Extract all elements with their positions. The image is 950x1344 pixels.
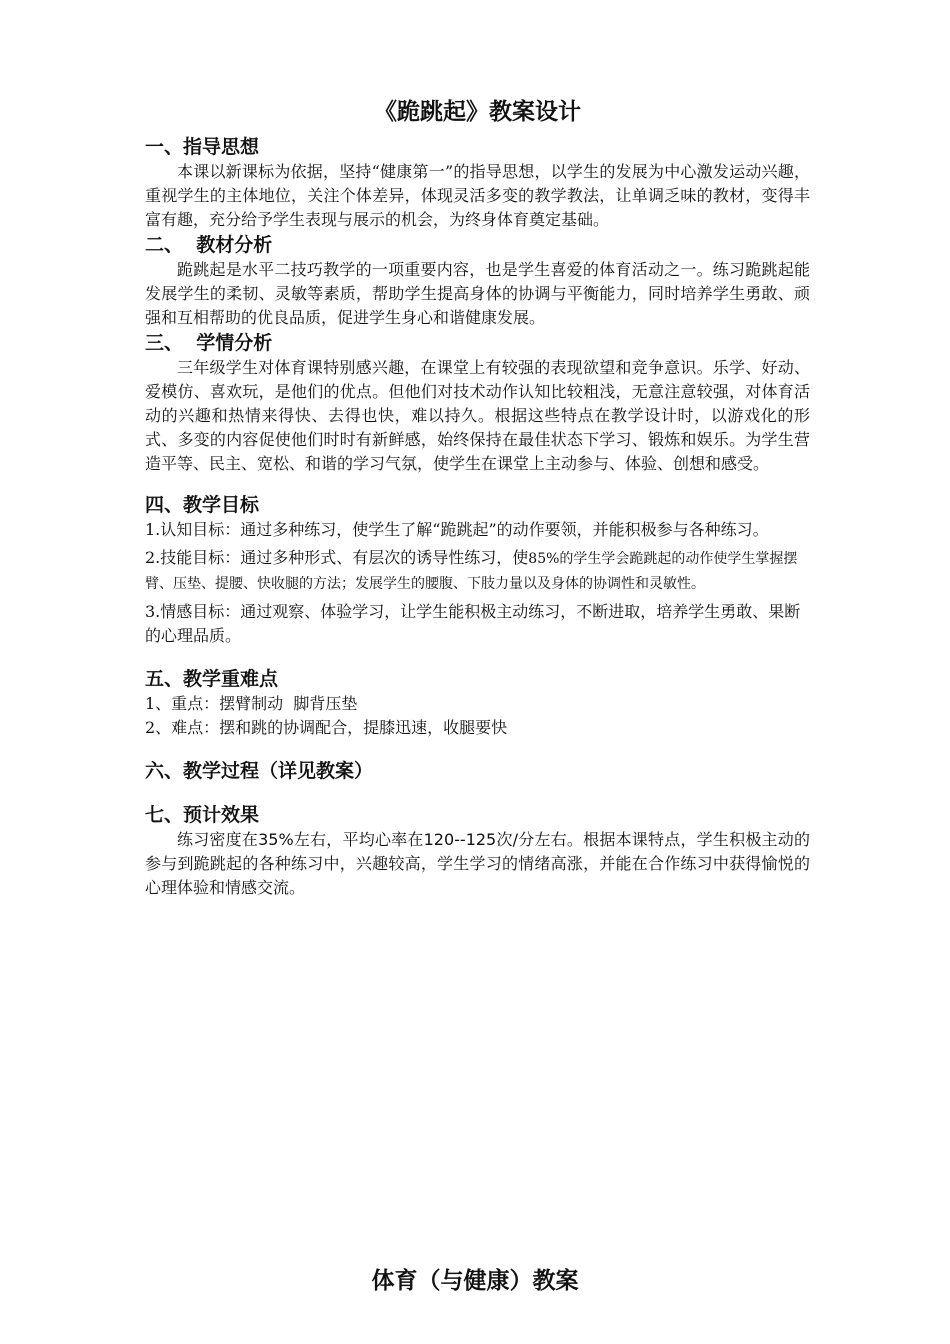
keypoint-focus: 1、重点：摆臂制动 脚背压垫 [145, 694, 358, 713]
section-heading-process: 六、教学过程（详见教案） [145, 760, 374, 782]
goal-skill-lead: 2.技能目标：通过多种形式、有层次的诱导性练习，使 [145, 548, 529, 567]
section-heading-keypoints: 五、教学重难点 [145, 668, 279, 690]
section-heading-students: 三、 学情分析 [145, 332, 273, 354]
section-heading-guiding: 一、指导思想 [145, 136, 260, 158]
section-text-material: 跪跳起是水平二技巧教学的一项重要内容，也是学生喜爱的体育活动之一。练习跪跳起能发展学生的柔韧、灵敏等素质，帮助学生提高身体的协调与平衡能力，同时培养学生勇敢、顽强和互相帮助的优良品质，促进学生身心和谐健康发展。 [145, 260, 810, 327]
goal-skill-rest: 85%的学生学会跪跳起的动作使学生掌握摆臂、压垫、提腰、快收腿的方法；发展学生的腰腹、下肢力量以及身体的协调性和灵敏性。 [145, 551, 798, 592]
section-heading-effect: 七、预计效果 [145, 804, 260, 826]
goal-emotional: 3.情感目标：通过观察、体验学习，让学生能积极主动练习，不断进取，培养学生勇敢、果断的心理品质。 [145, 602, 801, 645]
section-text-students: 三年级学生对体育课特别感兴趣，在课堂上有较强的表现欲望和竞争意识。乐学、好动、爱模仿、喜欢玩，是他们的优点。但他们对技术动作认知比较粗浅，无意注意较强，对体育活动的兴趣和热情来得快、去得也快，难以持久。根据这些特点在教学设计时，以游戏化的形式、多变的内容促使他们时时有新鲜感，始终保持在最佳状态下学习、锻炼和娱乐。为学生营造平等、民主、宽松、和谐的学习气氛，使学生在课堂上主动参与、体验、创想和感受。 [145, 358, 810, 473]
footer-title: 体育（与健康）教案 [371, 1267, 579, 1294]
keypoint-difficulty: 2、难点：摆和跳的协调配合，提膝迅速，收腿要快 [145, 718, 508, 737]
section-heading-material: 二、 教材分析 [145, 234, 273, 256]
document-title: 《跪跳起》教案设计 [374, 98, 581, 125]
goal-cognitive: 1.认知目标：通过多种练习，使学生了解“跪跳起”的动作要领，并能积极参与各种练习。 [145, 520, 769, 539]
section-heading-goals: 四、教学目标 [145, 494, 260, 516]
goal-skill [145, 546, 810, 596]
document-body [145, 96, 810, 900]
section-text-effect: 练习密度在35%左右，平均心率在120--125次/分左右。根据本课特点，学生积极主动的参与到跪跳起的各种练习中，兴趣较高，学生学习的情绪高涨，并能在合作练习中获得愉悦的心理体验和情感交流。 [145, 830, 810, 897]
section-text-guiding: 本课以新课标为依据，坚持“健康第一”的指导思想，以学生的发展为中心激发运动兴趣，重视学生的主体地位，关注个体差异，体现灵活多变的教学教法，让单调乏味的教材，变得丰富有趣，充分给予学生表现与展示的机会，为终身体育奠定基础。 [145, 162, 810, 229]
